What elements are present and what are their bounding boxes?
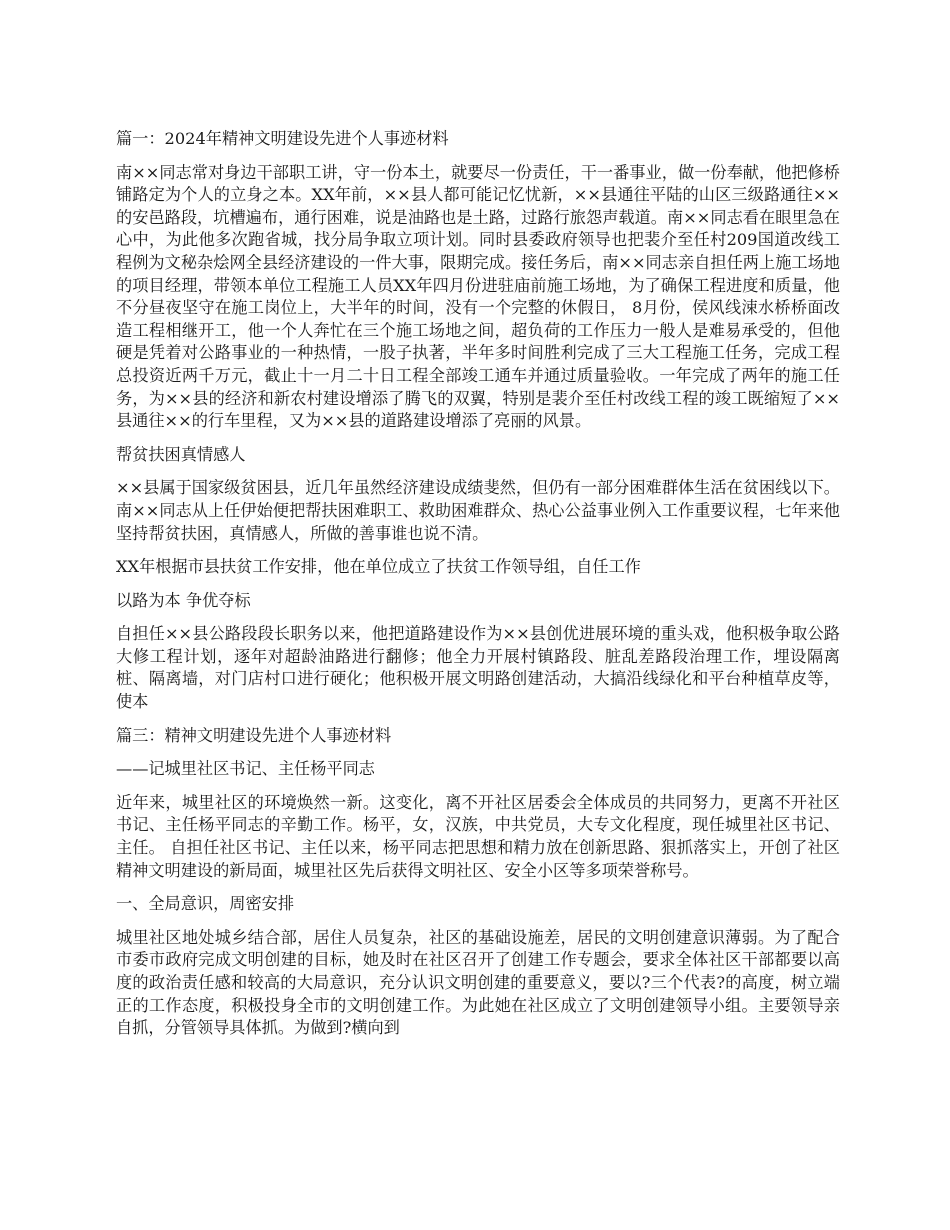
body-paragraph: 城里社区地处城乡结合部，居住人员复杂，社区的基础设施差，居民的文明创建意识薄弱。为了配合市委市政府完成文明创建的目标，她及时在社区召开了创建工作专题会，要求全体社区干部都要以高度的政治责任感和较高的大局意识，充分认识文明创建的重要意义，要以?三个代表?的高度，树立端正的工作态度，积极投身全市的文明创建工作。为此她在社区成立了文明创建领导小组。主要领导亲自抓，分管领导具体抓。为做到?横向到	[116, 927, 840, 1038]
body-paragraph: XX年根据市县扶贫工作安排，他在单位成立了扶贫工作领导组，自任工作	[116, 557, 641, 577]
body-paragraph: 南××同志常对身边干部职工讲，守一份本土，就要尽一份责任，干一番事业，做一份奉献，他把修桥铺路定为个人的立身之本。XX年前，××县人都可能记忆忧新，××县通往平陆的山区三级路通往××的安邑路段，坑槽遍布，通行困难，说是油路也是土路，过路行旅怨声载道。南××同志看在眼里急在心中，为此他多次跑省城，找分局争取立项计划。同时县委政府领导也把裴介至任村209国道改线工程例为文秘杂烩网全县经济建设的一件大事，限期完成。接任务后，南××同志亲自担任两上施工场地的项目经理，带领本单位工程施工人员XX年四月份进驻庙前施工场地，为了确保工程进度和质量，他不分昼夜坚守在施工岗位上，大半年的时间，没有一个完整的休假日， 8月份，侯风线涑水桥桥面改造工程相继开工，他一个人奔忙在三个施工场地之间，超负荷的工作压力一般人是难易承受的，但他硬是凭着对公路事业的一种热情，一股子执著，半年多时间胜利完成了三大工程施工任务，完成工程总投资近两千万元，截止十一月二十日工程全部竣工通车并通过质量验收。一年完成了两年的施工任务，为××县的经济和新农村建设增添了腾飞的双翼，特别是裴介至任村改线工程的竣工既缩短了××县通往××的行车里程，又为××县的道路建设增添了亮丽的风景。	[116, 162, 840, 431]
subheading-road-first: 以路为本 争优夺标	[116, 590, 251, 610]
section-subtitle: ——记城里社区书记、主任杨平同志	[116, 759, 375, 779]
subheading-overall-awareness: 一、全局意识，周密安排	[116, 894, 295, 914]
section-title-part-three: 篇三：精神文明建设先进个人事迹材料	[116, 725, 392, 745]
body-paragraph: ××县属于国家级贫困县，近几年虽然经济建设成绩斐然，但仍有一部分困难群体生活在贫困线以下。南××同志从上任伊始便把帮扶困难职工、救助困难群众、热心公益事业例入工作重要议程，七年来他坚持帮贫扶困，真情感人，所做的善事谁也说不清。	[116, 478, 840, 543]
body-paragraph: 自担任××县公路段段长职务以来，他把道路建设作为××县创优进展环境的重头戏，他积极争取公路大修工程计划，逐年对超龄油路进行翻修；他全力开展村镇路段、脏乱差路段治理工作，埋设隔离桩、隔离墙，对门店村口进行硬化；他积极开展文明路创建活动，大搞沿线绿化和平台种植草皮等，使本	[116, 624, 840, 712]
body-paragraph: 近年来，城里社区的环境焕然一新。这变化，离不开社区居委会全体成员的共同努力，更离不开社区书记、主任杨平同志的辛勤工作。杨平，女，汉族，中共党员，大专文化程度，现任城里社区书记、主任。 自担任社区书记、主任以来，杨平同志把思想和精力放在创新思路、狠抓落实上，开创了社区精神文明建设的新局面，城里社区先后获得文明社区、安全小区等多项荣誉称号。	[116, 792, 840, 880]
section-title-part-one: 篇一：2024年精神文明建设先进个人事迹材料	[116, 129, 449, 148]
subheading-poverty-relief: 帮贫扶困真情感人	[116, 444, 246, 464]
document-body	[116, 128, 840, 1051]
